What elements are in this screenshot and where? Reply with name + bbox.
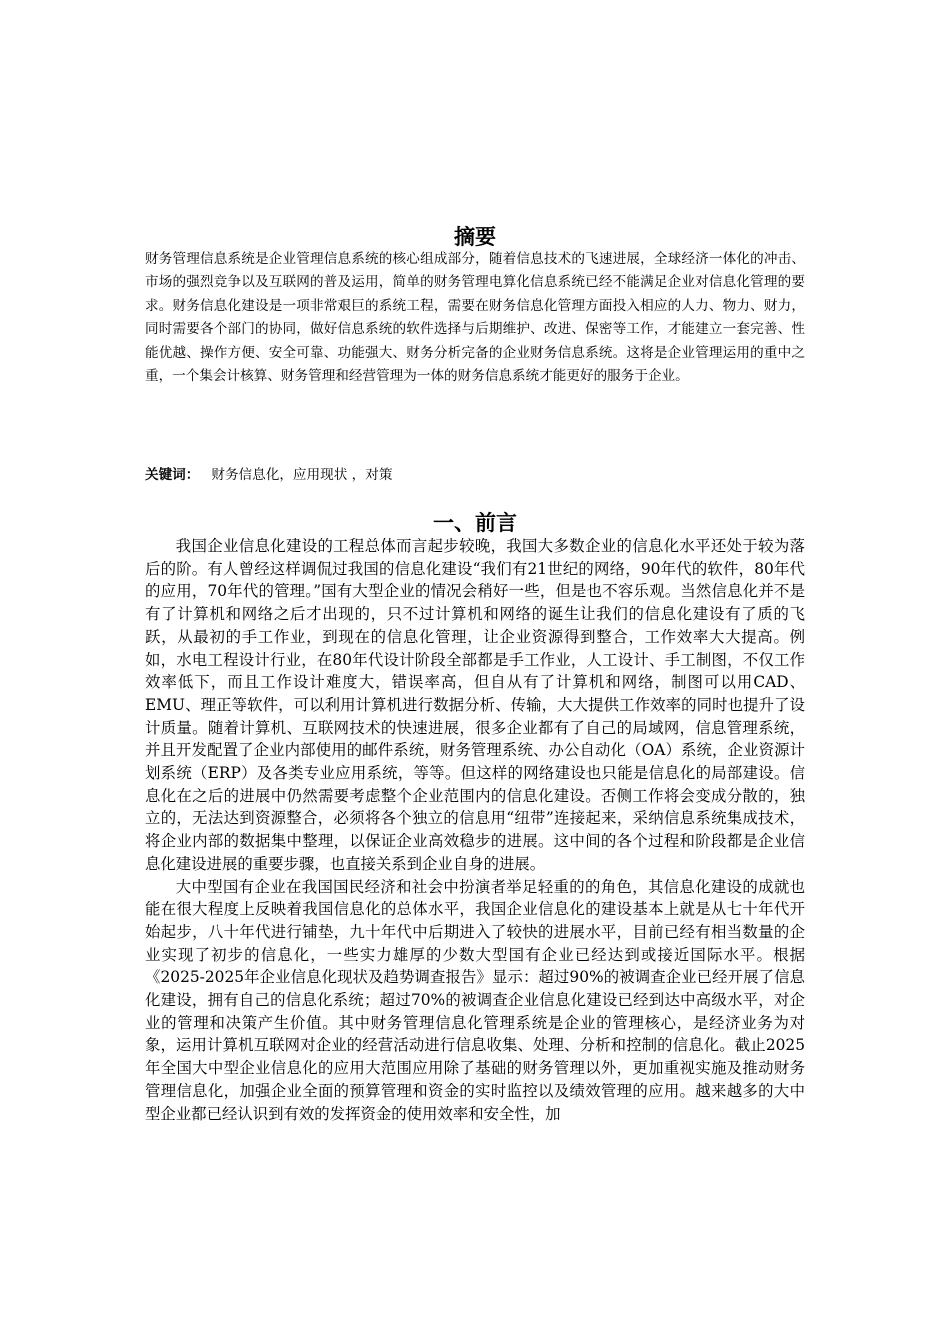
abstract-title: 摘要 [454, 225, 496, 249]
abstract-body: 财务管理信息系统是企业管理信息系统的核心组成部分，随着信息技术的飞速进展，全球经济一体化的冲击、市场的强烈竞争以及互联网的普及运用，简单的财务管理电算化信息系统已经不能满足企业对信息化管理的要求。财务信息化建设是一项非常艰巨的系统工程，需要在财务信息化管理方面投入相应的人力、物力、财力，同时需要各个部门的协同，做好信息系统的软件选择与后期维护、改进、保密等工作，才能建立一套完善、性能优越、操作方便、安全可靠、功能强大、财务分析完备的企业财务信息系统。这将是企业管理运用的重中之重，一个集会计核算、财务管理和经营管理为一体的财务信息系统才能更好的服务于企业。 [145, 251, 805, 385]
section-title: 一、前言 [433, 511, 517, 535]
keywords-value: 财务信息化，应用现状 ，对策 [211, 467, 393, 483]
body-paragraph: 大中型国有企业在我国国民经济和社会中扮演者举足轻重的的角色，其信息化建设的成就也能在很大程度上反映着我国信息化的总体水平，我国企业信息化的建设基本上就是从七十年代开始起步，八十年代进行铺垫，九十年代中后期进入了较快的进展水平，目前已经有相当数量的企业实现了初步的信息化，一些实力雄厚的少数大型国有企业已经达到或接近国际水平。根据《2025-2025年企业信息化现状及趋势调查报告》显示：超过90%的被调查企业已经开展了信息化建设，拥有自己的信息化系统；超过70%的被调查企业信息化建设已经到达中高级水平，对企业的管理和决策产生价值。其中财务管理信息化管理系统是企业的管理核心，是经济业务为对象，运用计算机互联网对企业的经营活动进行信息收集、处理、分析和控制的信息化。截止2025年全国大中型企业信息化的应用大范围应用除了基础的财务管理以外，更加重视实施及推动财务管理信息化，加强企业全面的预算管理和资金的实时监控以及绩效管理的应用。越来越多的大中型企业都已经认识到有效的发挥资金的使用效率和安全性，加 [145, 877, 805, 1123]
keywords-label: 关键词： [145, 467, 200, 483]
section-body [145, 535, 805, 1125]
body-paragraph: 我国企业信息化建设的工程总体而言起步较晚，我国大多数企业的信息化水平还处于较为落后的阶。有人曾经这样调侃过我国的信息化建设“我们有21世纪的网络，90年代的软件，80年代的应用，70年代的管理。”国有大型企业的情况会稍好一些，但是也不容乐观。当然信息化并不是有了计算机和网络之后才出现的，只不过计算机和网络的诞生让我们的信息化建设有了质的飞跃，从最初的手工作业，到现在的信息化管理，让企业资源得到整合，工作效率大大提高。例如，水电工程设计行业，在80年代设计阶段全部都是手工作业，人工设计、手工制图，不仅工作效率低下，而且工作设计难度大，错误率高，但自从有了计算机和网络，制图可以用CAD、EMU、理正等软件，可以利用计算机进行数据分析、传输，大大提供工作效率的同时也提升了设计质量。随着计算机、互联网技术的快速进展，很多企业都有了自己的局域网，信息管理系统，并且开发配置了企业内部使用的邮件系统，财务管理系统、办公自动化（OA）系统，企业资源计划系统（ERP）及各类专业应用系统，等等。但这样的网络建设也只能是信息化的局部建设。信息化在之后的进展中仍然需要考虑整个企业范围内的信息化建设。否侧工作将会变成分散的，独立的，无法达到资源整合，必须将各个独立的信息用“纽带”连接起来，采纳信息系统集成技术，将企业内部的数据集中整理，以保证企业高效稳步的进展。这中间的各个过程和阶段都是企业信息化建设进展的重要步骤，也直接关系到企业自身的进展。 [145, 537, 805, 873]
keywords-line [145, 463, 805, 487]
